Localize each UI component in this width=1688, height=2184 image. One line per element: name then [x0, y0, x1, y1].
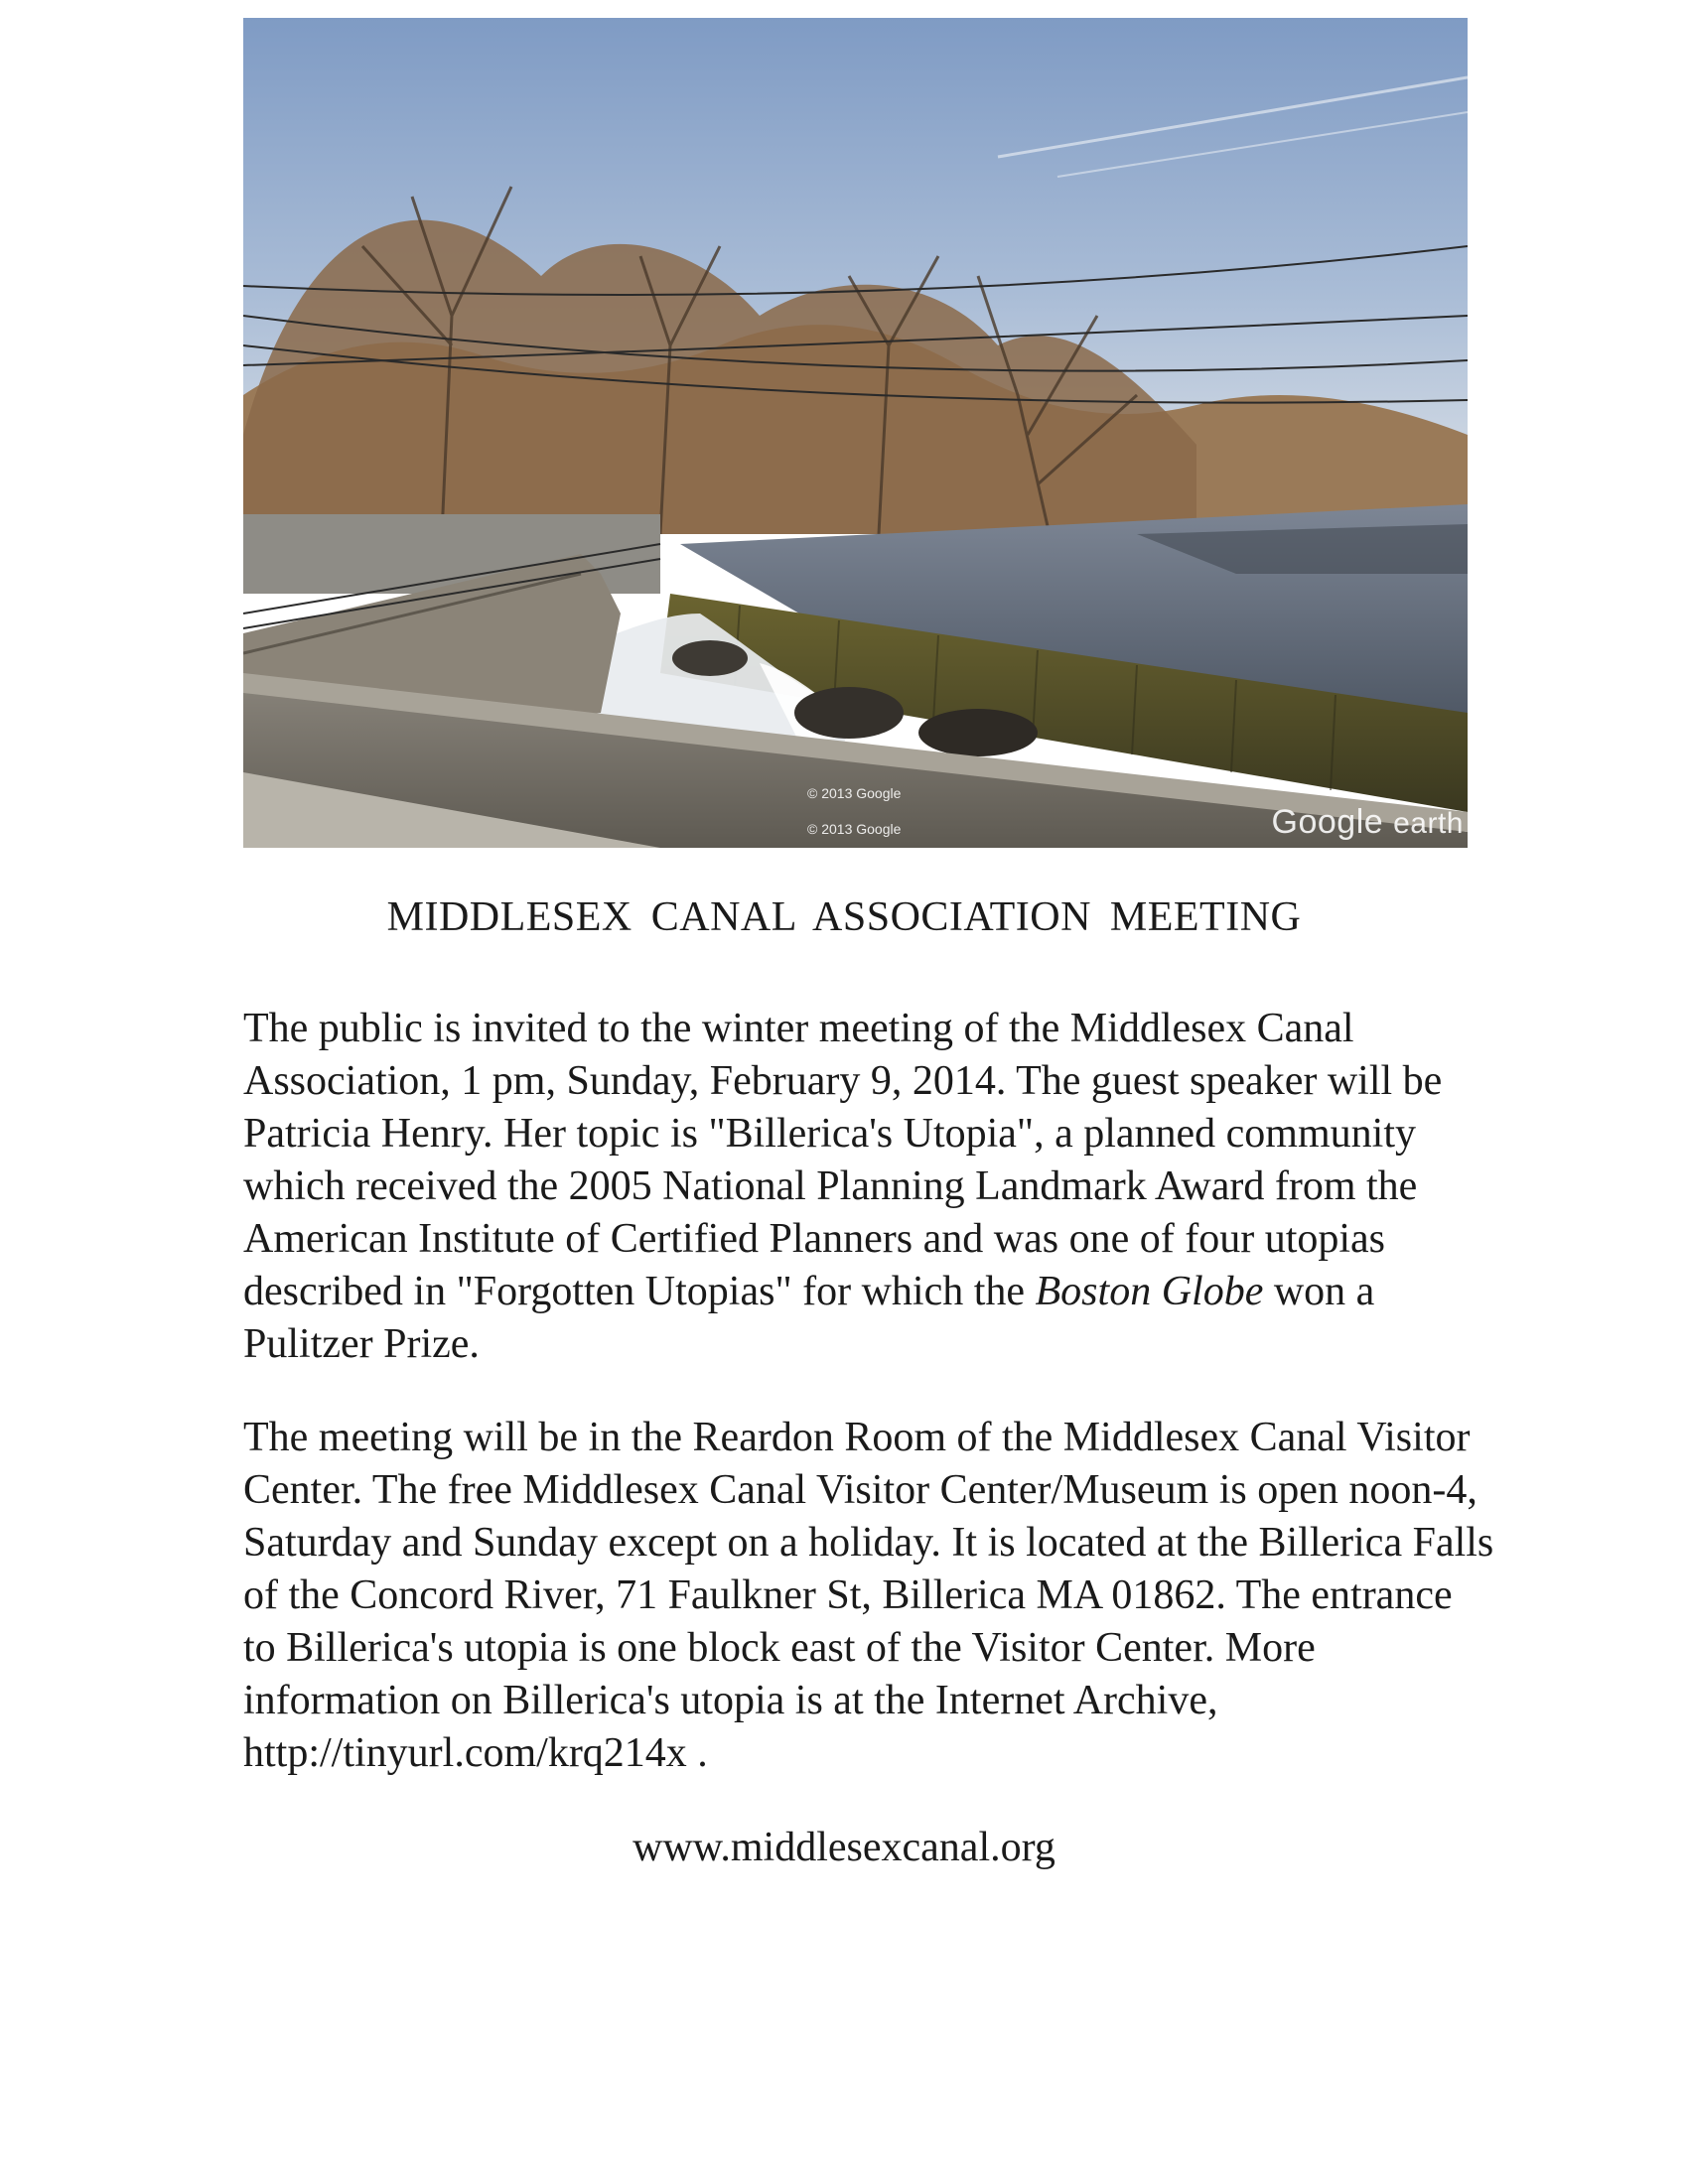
website-url: www.middlesexcanal.org: [633, 1825, 1055, 1870]
dam-scene-illustration: [243, 18, 1468, 848]
location-paragraph: The meeting will be in the Reardon Room of the Middlesex Canal Visitor Center. The free Middlesex Canal Visitor Center/Museum is open noon-4, Saturday and Sunday except on a holiday. It is located at the Billerica Falls of the Concord River, 71 Faulkner St, Billerica MA 01862. The entrance to Billerica's utopia is one block east of the Visitor Center. More information on Billerica's utopia is at the Internet Archive, http://tinyurl.com/krq214x .: [243, 1415, 1494, 1776]
google-earth-logo-suffix: earth: [1393, 807, 1464, 840]
google-earth-logo-word: Google: [1271, 803, 1384, 841]
copyright-watermark-1: © 2013 Google: [807, 785, 902, 801]
invitation-text-end: won a Pulitzer Prize.: [243, 1269, 1375, 1367]
google-earth-logo: [1272, 803, 1464, 842]
dam-photo: [243, 18, 1468, 848]
copyright-watermark-2: © 2013 Google: [807, 821, 902, 837]
meeting-title: MIDDLESEX CANAL ASSOCIATION MEETING: [386, 894, 1302, 940]
invitation-text: The public is invited to the winter meeting of the Middlesex Canal Association, 1 pm, Sunday, February 9, 2014. The guest speaker will be Patricia Henry. Her topic is "Billerica's Utopia", a planned community which received the 2005 National Planning Landmark Award from the American Institute of Certified Planners and was one of four utopias described in "Forgotten Utopias" for which the: [243, 1006, 1443, 1314]
newspaper-name: Boston Globe: [1035, 1269, 1264, 1314]
invitation-paragraph: [243, 1003, 1494, 1371]
